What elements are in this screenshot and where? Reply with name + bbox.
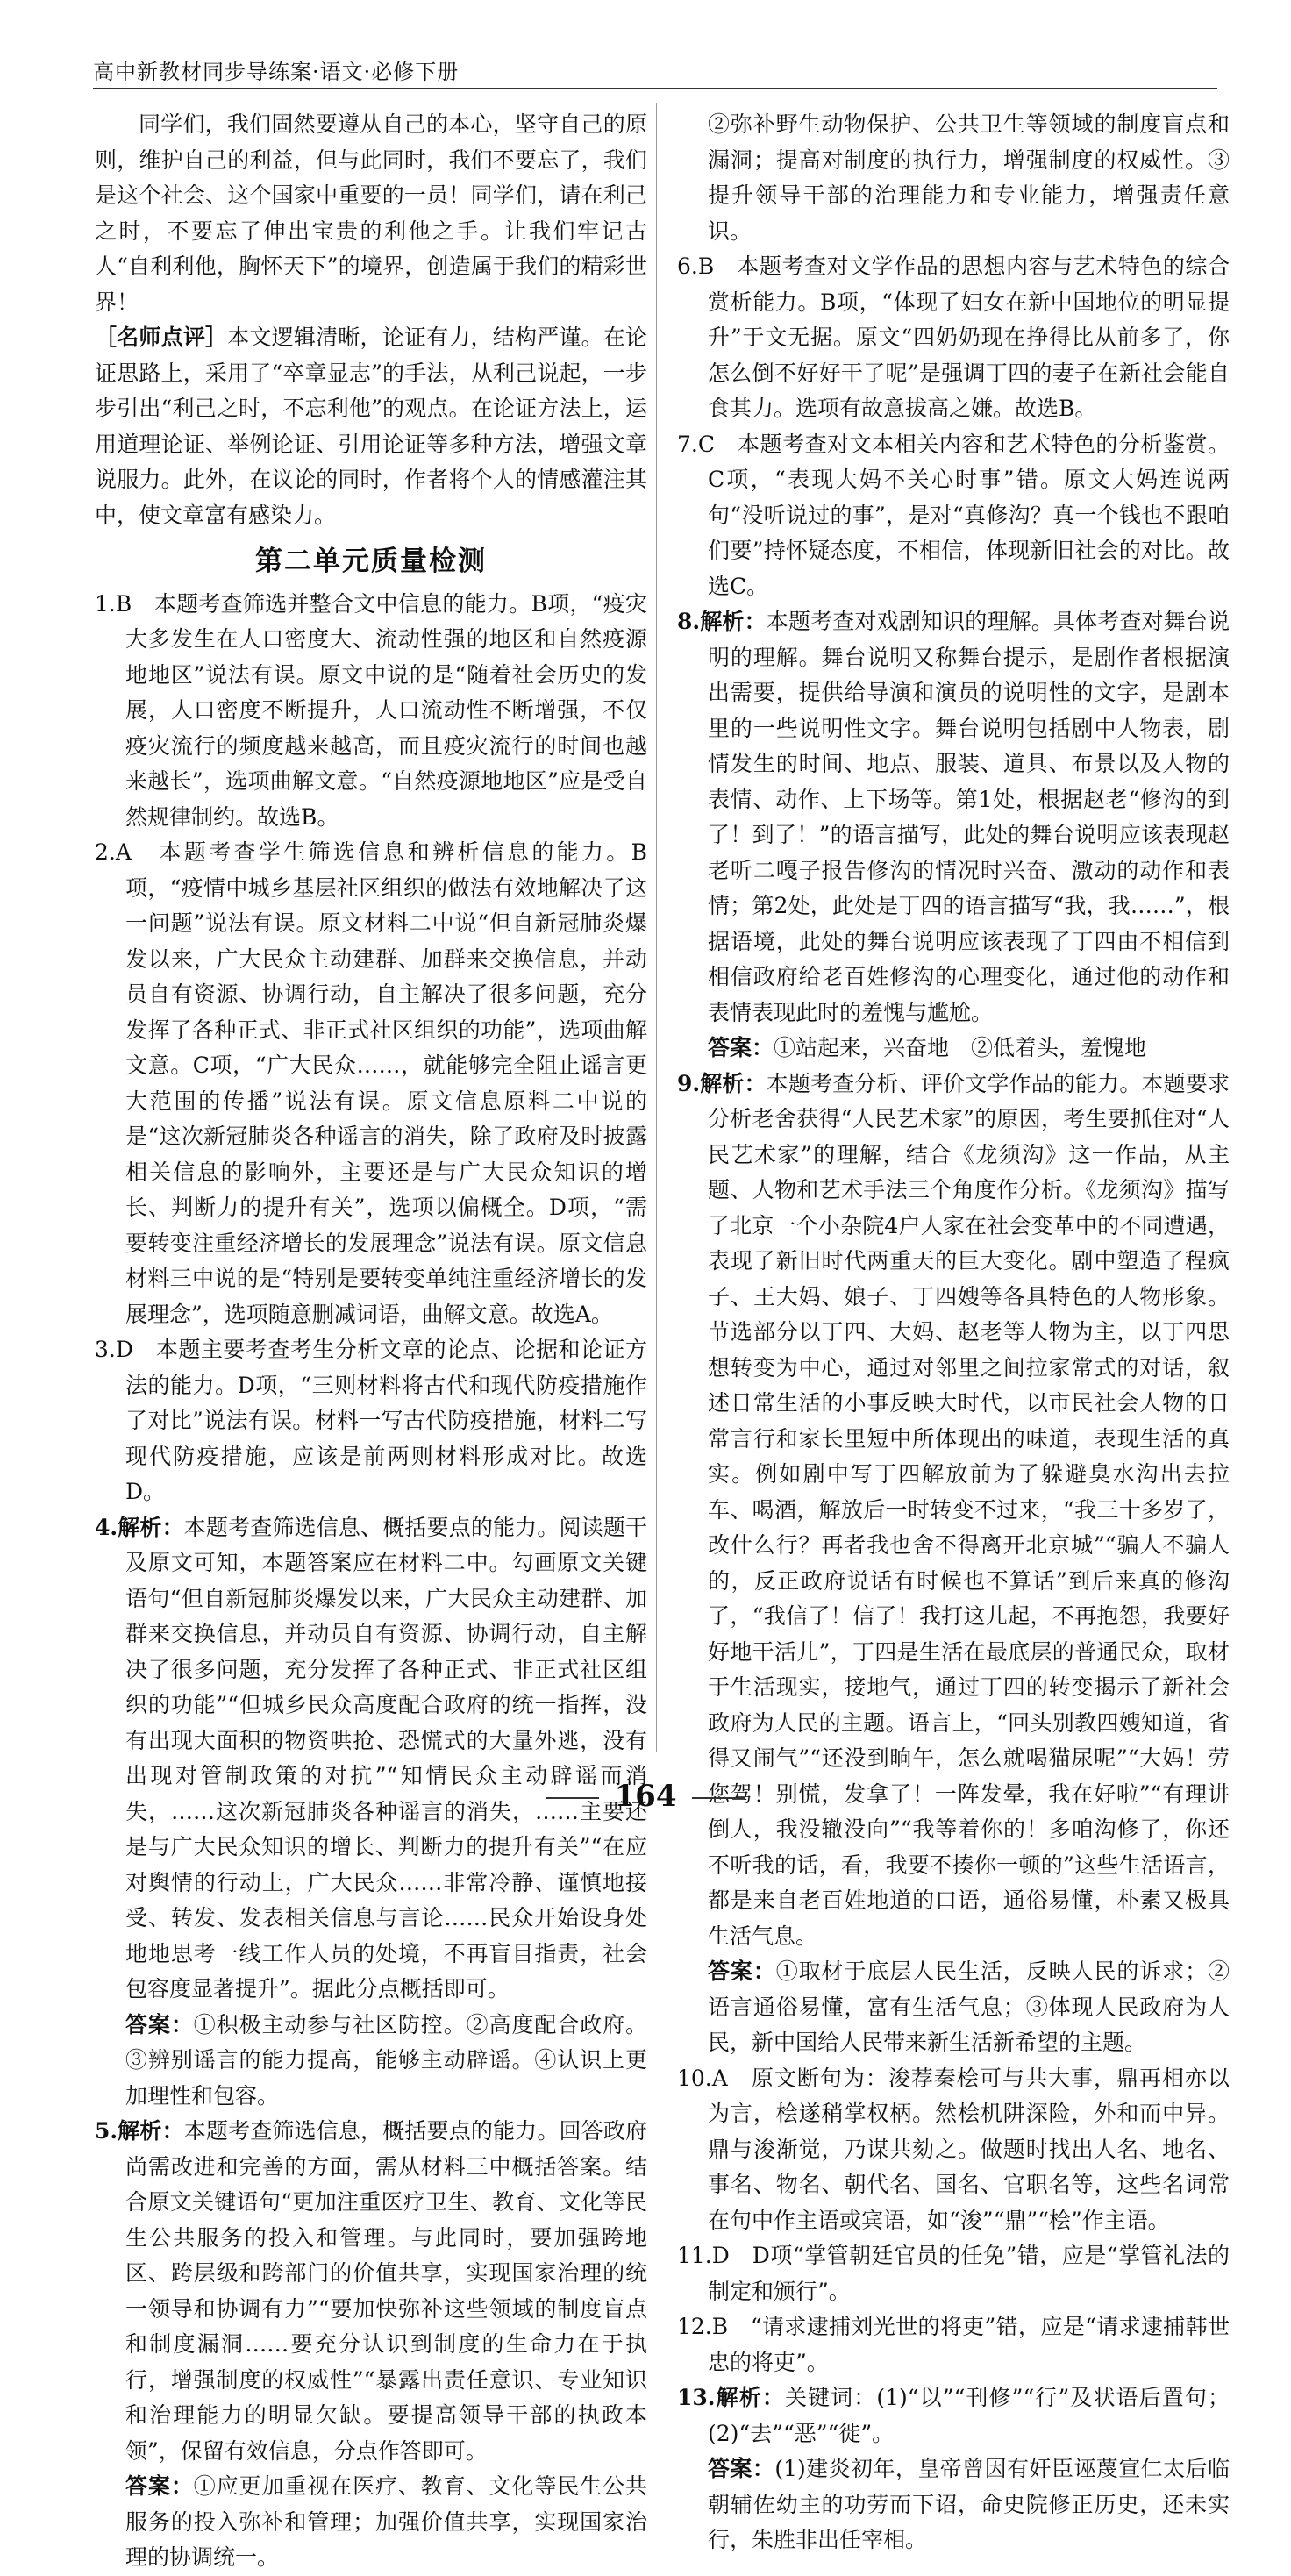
header-rule bbox=[93, 88, 1217, 89]
q5-answer-label: 答案： bbox=[125, 2473, 194, 2499]
q5-text: 本题考查筛选信息，概括要点的能力。回答政府尚需改进和完善的方面，需从材料三中概括答案。结合原文关键语句“更加注重医疗卫生、教育、文化等民生公共服务的投入和管理。与此同时，要加强跨地区、跨层级和跨部门的价值共享，实现国家治理的统一领导和协调有力”“要加快弥补这些领域的制度盲点和制度漏洞……要充分认识到制度的生命力在于执行，增强制度的权威性”“暴露出责任意识、专业知识和治理能力的明显欠缺。要提高领导干部的执政本领”，保留有效信息，分点作答即可。 bbox=[125, 2118, 647, 2464]
page-number: 164 bbox=[614, 1779, 677, 1814]
q4-label: 4.解析： bbox=[95, 1514, 184, 1540]
question-4 bbox=[95, 1510, 647, 2008]
q4-answer-text: ①积极主动参与社区防控。②高度配合政府。③辨别谣言的能力提高，能够主动辟谣。④认识上更加理性和包容。 bbox=[125, 2011, 647, 2109]
q4-text: 本题考查筛选信息、概括要点的能力。阅读题干及原文可知，本题答案应在材料二中。勾画原文关键语句“但自新冠肺炎爆发以来，广大民众主动建群、加群来交换信息，并动员自有资源、协调行动，自主解决了很多问题，充分发挥了各种正式、非正式社区组织的功能”“但城乡民众高度配合政府的统一指挥，没有出现大面积的物资哄抢、恐慌式的大量外逃，没有出现对管制政策的对抗”“知情民众主动辟谣而消失，……这次新冠肺炎各种谣言的消失，……主要还是与广大民众知识的增长、判断力的提升有关”“在应对舆情的行动上，广大民众……非常冷静、谨慎地接受、转发、发表相关信息与言论……民众开始设身处地地思考一线工作人员的处境，不再盲目指责，社会包容度显著提升”。据此分点概括即可。 bbox=[125, 1514, 647, 2002]
section-title: 第二单元质量检测 bbox=[255, 546, 487, 577]
q13-text: 关键词：(1)“以”“刊修”“行”及状语后置句；(2)“去”“恶”“徙”。 bbox=[708, 2385, 1230, 2446]
footer-dash-left bbox=[546, 1797, 599, 1799]
q4-answer-label: 答案： bbox=[125, 2011, 194, 2037]
comment-text: 本文逻辑清晰，论证有力，结构严谨。在论证思路上，采用了“卒章显志”的手法，从利己说起，一步步引出“利己之时，不忘利他”的观点。在论证方法上，运用道理论证、举例论证、引用论证等多种方法，增强文章说服力。此外，在议论的同时，作者将个人的情感灌注其中，使文章富有感染力。 bbox=[95, 325, 647, 528]
page-footer bbox=[0, 1779, 1291, 1814]
q13-answer-text: (1)建炎初年，皇帝曾因有奸臣诬蔑宣仁太后临朝辅佐幼主的功劳而下诏，命史院修正历史，还未实行，朱胜非出任宰相。 bbox=[708, 2456, 1230, 2552]
q8-text: 本题考查对戏剧知识的理解。具体考查对舞台说明的理解。舞台说明又称舞台提示，是剧作者根据演出需要，提供给导演和演员的说明性的文字，是剧本里的一些说明性文字。舞台说明包括剧中人物表，剧情发生的时间、地点、服装、道具、布景以及人物的表情、动作、上下场等。第1处，根据赵老“修沟的到了！到了！”的语言描写，此处的舞台说明应该表现赵老听二嘎子报告修沟的情况时兴奋、激动的动作和表情；第2处，此处是丁四的语言描写“我，我……”，根据语境，此处的舞台说明应该表现了丁四由不相信到相信政府给老百姓修沟的心理变化，通过他的动作和表情表现此时的羞愧与尴尬。 bbox=[708, 609, 1230, 1025]
question-12: 12.B “请求逮捕刘光世的将吏”错，应是“请求逮捕韩世忠的将吏”。 bbox=[677, 2314, 1230, 2375]
left-column bbox=[95, 107, 647, 2576]
intro-paragraph: 同学们，我们固然要遵从自己的本心，坚守自己的原则，维护自己的利益，但与此同时，我们不要忘了，我们是这个社会、这个国家中重要的一员！同学们，请在利己之时，不要忘了伸出宝贵的利他之手。让我们牢记古人“自利利他，胸怀天下”的境界，创造属于我们的精彩世界！ bbox=[95, 111, 647, 315]
q9-text: 本题考查分析、评价文学作品的能力。本题要求分析老舍获得“人民艺术家”的原因，考生要抓住对“人民艺术家”的理解，结合《龙须沟》这一作品，从主题、人物和艺术手法三个角度作分析。《龙须沟》描写了北京一个小杂院4户人家在社会变革中的不同遭遇，表现了新旧时代两重天的巨大变化。剧中塑造了程疯子、王大妈、娘子、丁四嫂等各具特色的人物形象。节选部分以丁四、大妈、赵老等人物为主，以丁四思想转变为中心，通过对邻里之间拉家常式的对话，叙述日常生活的小事反映大时代，以市民社会人物的日常言行和家长里短中所体现出的味道，表现生活的真实。例如剧中写丁四解放前为了躲避臭水沟出去拉车、喝酒，解放后一时转变不过来，“我三十多岁了，改什么行？再者我也舍不得离开北京城”“骗人不骗人的，反正政府说话有时候也不算话”到后来真的修沟了，“我信了！信了！我打这儿起，不再抱怨，我要好好地干活儿”，丁四是生活在最底层的普通民众，取材于生活现实，接地气，通过丁四的转变揭示了新社会政府为人民的主题。语言上，“回头别教四嫂知道，省得又闹气”“还没到晌午，怎么就喝猫尿呢”“大妈！劳您驾！别慌，发拿了！一阵发晕，我在好啦”“有理讲倒人，我没辙没向”“我等着你的！多咱沟修了，你还不听我的话，看，我要不揍你一顿的”这些生活语言，都是来自老百姓地道的口语，通俗易懂，朴素又极具生活气息。 bbox=[708, 1070, 1230, 1949]
question-13 bbox=[677, 2380, 1230, 2451]
q13-label: 13.解析： bbox=[677, 2385, 785, 2410]
question-3: 3.D 本题主要考查考生分析文章的论点、论据和论证方法的能力。D项，“三则材料将古代和现代防疫措施作了对比”说法有误。材料一写古代防疫措施，材料二写现代防疫措施，应该是前两则材料形成对比。故选D。 bbox=[95, 1337, 647, 1504]
q5-answer-continued: ②弥补野生动物保护、公共卫生等领域的制度盲点和漏洞；提高对制度的执行力，增强制度的权威性。③提升领导干部的治理能力和专业能力，增强责任意识。 bbox=[708, 111, 1230, 244]
q8-label: 8.解析： bbox=[677, 609, 767, 634]
q5-answer bbox=[95, 2469, 647, 2576]
q13-answer bbox=[677, 2451, 1230, 2558]
right-column bbox=[677, 107, 1230, 2558]
q9-answer-label: 答案： bbox=[708, 1959, 776, 1984]
q9-answer bbox=[677, 1954, 1230, 2061]
question-5 bbox=[95, 2114, 647, 2469]
running-header: 高中新教材同步导练案·语文·必修下册 bbox=[93, 60, 460, 84]
question-6: 6.B 本题考查对文学作品的思想内容与艺术特色的综合赏析能力。B项，“体现了妇女在新中国地位的明显提升”于文无据。原文“四奶奶现在挣得比从前多了，你怎么倒不好好干了呢”是强调丁四的妻子在新社会能自食其力。选项有故意拔高之嫌。故选B。 bbox=[677, 253, 1230, 421]
q4-answer bbox=[95, 2008, 647, 2115]
footer-dash-right bbox=[692, 1797, 745, 1799]
comment-label: ［名师点评］ bbox=[95, 325, 228, 350]
q8-answer-label: 答案： bbox=[708, 1035, 774, 1060]
question-11: 11.D D项“掌管朝廷官员的任免”错，应是“掌管礼法的制定和颁行”。 bbox=[677, 2243, 1230, 2304]
question-8 bbox=[677, 604, 1230, 1031]
q9-answer-text: ①取材于底层人民生活，反映人民的诉求；②语言通俗易懂，富有生活气息；③体现人民政府为人民，新中国给人民带来新生活新希望的主题。 bbox=[708, 1959, 1230, 2055]
question-7: 7.C 本题考查对文本相关内容和艺术特色的分析鉴赏。C项，“表现大妈不关心时事”错。原文大妈连说两句“没听说过的事”，是对“真修沟？真一个钱也不跟咱们要”持怀疑态度，不相信，体现新旧社会的对比。故选C。 bbox=[677, 431, 1230, 599]
q5-label: 5.解析： bbox=[95, 2118, 184, 2144]
question-1: 1.B 本题考查筛选并整合文中信息的能力。B项，“疫灾大多发生在人口密度大、流动性强的地区和自然疫源地地区”说法有误。原文中说的是“随着社会历史的发展，人口密度不断提升，人口流动性不断增强，不仅疫灾流行的频度越来越高，而且疫灾流行的时间也越来越长”，选项曲解文意。“自然疫源地地区”应是受自然规律制约。故选B。 bbox=[95, 590, 647, 830]
q9-label: 9.解析： bbox=[677, 1070, 767, 1096]
question-10: 10.A 原文断句为：浚荐秦桧可与共大事，鼎再相亦以为言，桧遂稍掌权柄。然桧机阱深险，外和而中异。鼎与浚渐觉，乃谋共劾之。做题时找出人名、地名、事名、物名、朝代名、国名、官职名等，这些名词常在句中作主语或宾语，如“浚”“鼎”“桧”作主语。 bbox=[677, 2065, 1230, 2233]
q13-answer-label: 答案： bbox=[708, 2456, 775, 2481]
question-9 bbox=[677, 1067, 1230, 1955]
column-divider bbox=[656, 103, 657, 1752]
question-2: 2.A 本题考查学生筛选信息和辨析信息的能力。B项，“疫情中城乡基层社区组织的做法有效地解决了这一问题”说法有误。原文材料二中说“但自新冠肺炎爆发以来，广大民众主动建群、加群来交换信息，并动员自有资源、协调行动，自主解决了很多问题，充分发挥了各种正式、非正式社区组织的功能”，选项曲解文意。C项，“广大民众……，就能够完全阻止谣言更大范围的传播”说法有误。原文信息原料二中说的是“这次新冠肺炎各种谣言的消失，除了政府及时披露相关信息的影响外，主要还是与广大民众知识的增长、判断力的提升有关”，选项以偏概全。D项，“需要转变注重经济增长的发展理念”说法有误。原文信息材料三中说的是“特别是要转变单纯注重经济增长的发展理念”，选项随意删减词语，曲解文意。故选A。 bbox=[95, 839, 647, 1327]
q8-answer bbox=[677, 1031, 1230, 1067]
teacher-comment bbox=[95, 320, 647, 533]
q8-answer-text: ①站起来，兴奋地 ②低着头，羞愧地 bbox=[774, 1035, 1147, 1060]
q5-answer-text: ①应更加重视在医疗、教育、文化等民生公共服务的投入弥补和管理；加强价值共享，实现国家治理的协调统一。 bbox=[125, 2473, 647, 2570]
